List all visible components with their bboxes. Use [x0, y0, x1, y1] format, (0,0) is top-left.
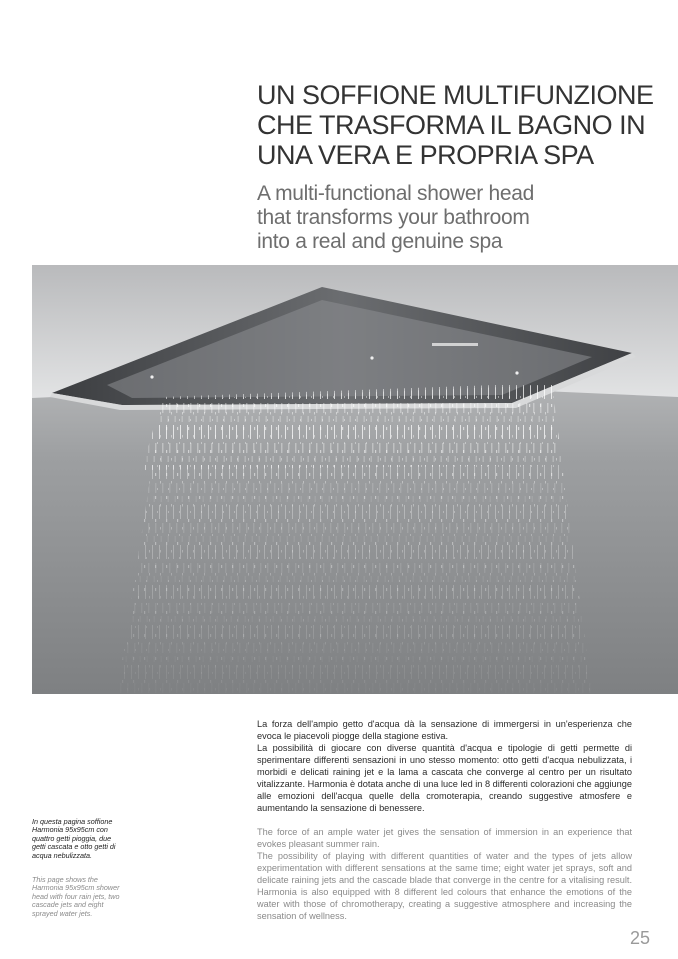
page-number: 25 [630, 928, 651, 948]
title-english [257, 182, 657, 254]
title-english-line: into a real and genuine spa [257, 230, 503, 253]
shower-head-photo [32, 265, 678, 694]
title-italian [257, 80, 657, 170]
paragraph: La possibilità di giocare con diverse quantità d'acqua e tipologie di getti permette di sperimentare differenti sensazioni in uno stesso momento: otto getti d'acqua nebulizzata, i morbidi e delicati raining jet e la lama a cascata che converge al centro per un risultato vitalizzante. Harmonia è dotata anche di una luce led in 8 differenti colorazioni che aggiunge alle emozioni dell'acqua quelle della cromoterapia, creando suggestive atmosfere e aumentando la sensazione di benessere. [257, 743, 632, 813]
title-english-line: A multi-functional shower head [257, 182, 534, 205]
paragraph: The possibility of playing with different quantities of water and the types of jets allow experimentation with different sensations at the same time; eight water jet sprays, soft and delicate raining jets and the cascade blade that converge in the centre for a vitalising result. Harmonia is also equipped with 8 different led colours that enhance the emotions of the water with those of chromotherapy, creating a suggestive atmosphere and increasing the sensation of wellness. [257, 851, 632, 921]
photo-caption-english: This page shows the Harmonia 95x95cm shower head with four rain jets, two cascade jets and eight sprayed water jets. [32, 875, 120, 918]
body-text-english [257, 826, 632, 922]
title-english-line: that transforms your bathroom [257, 206, 530, 229]
paragraph: The force of an ample water jet gives the sensation of immersion in an experience that evokes pleasant summer rain. [257, 827, 632, 849]
title-italian-line: CHE TRASFORMA IL BAGNO IN [257, 110, 646, 140]
title-italian-line: UN SOFFIONE MULTIFUNZIONE [257, 80, 654, 110]
title-italian-line: UNA VERA E PROPRIA SPA [257, 140, 594, 170]
photo-caption-italian: In questa pagina soffione Harmonia 95x95cm con quattro getti pioggia, due getti cascata e otto getti di acqua nebulizzata. [32, 817, 116, 860]
body-text-italian [257, 718, 632, 814]
paragraph: La forza dell'ampio getto d'acqua dà la sensazione di immergersi in un'esperienza che evoca le piacevoli piogge della stagione estiva. [257, 719, 632, 741]
shower-rain-illustration [32, 265, 678, 694]
